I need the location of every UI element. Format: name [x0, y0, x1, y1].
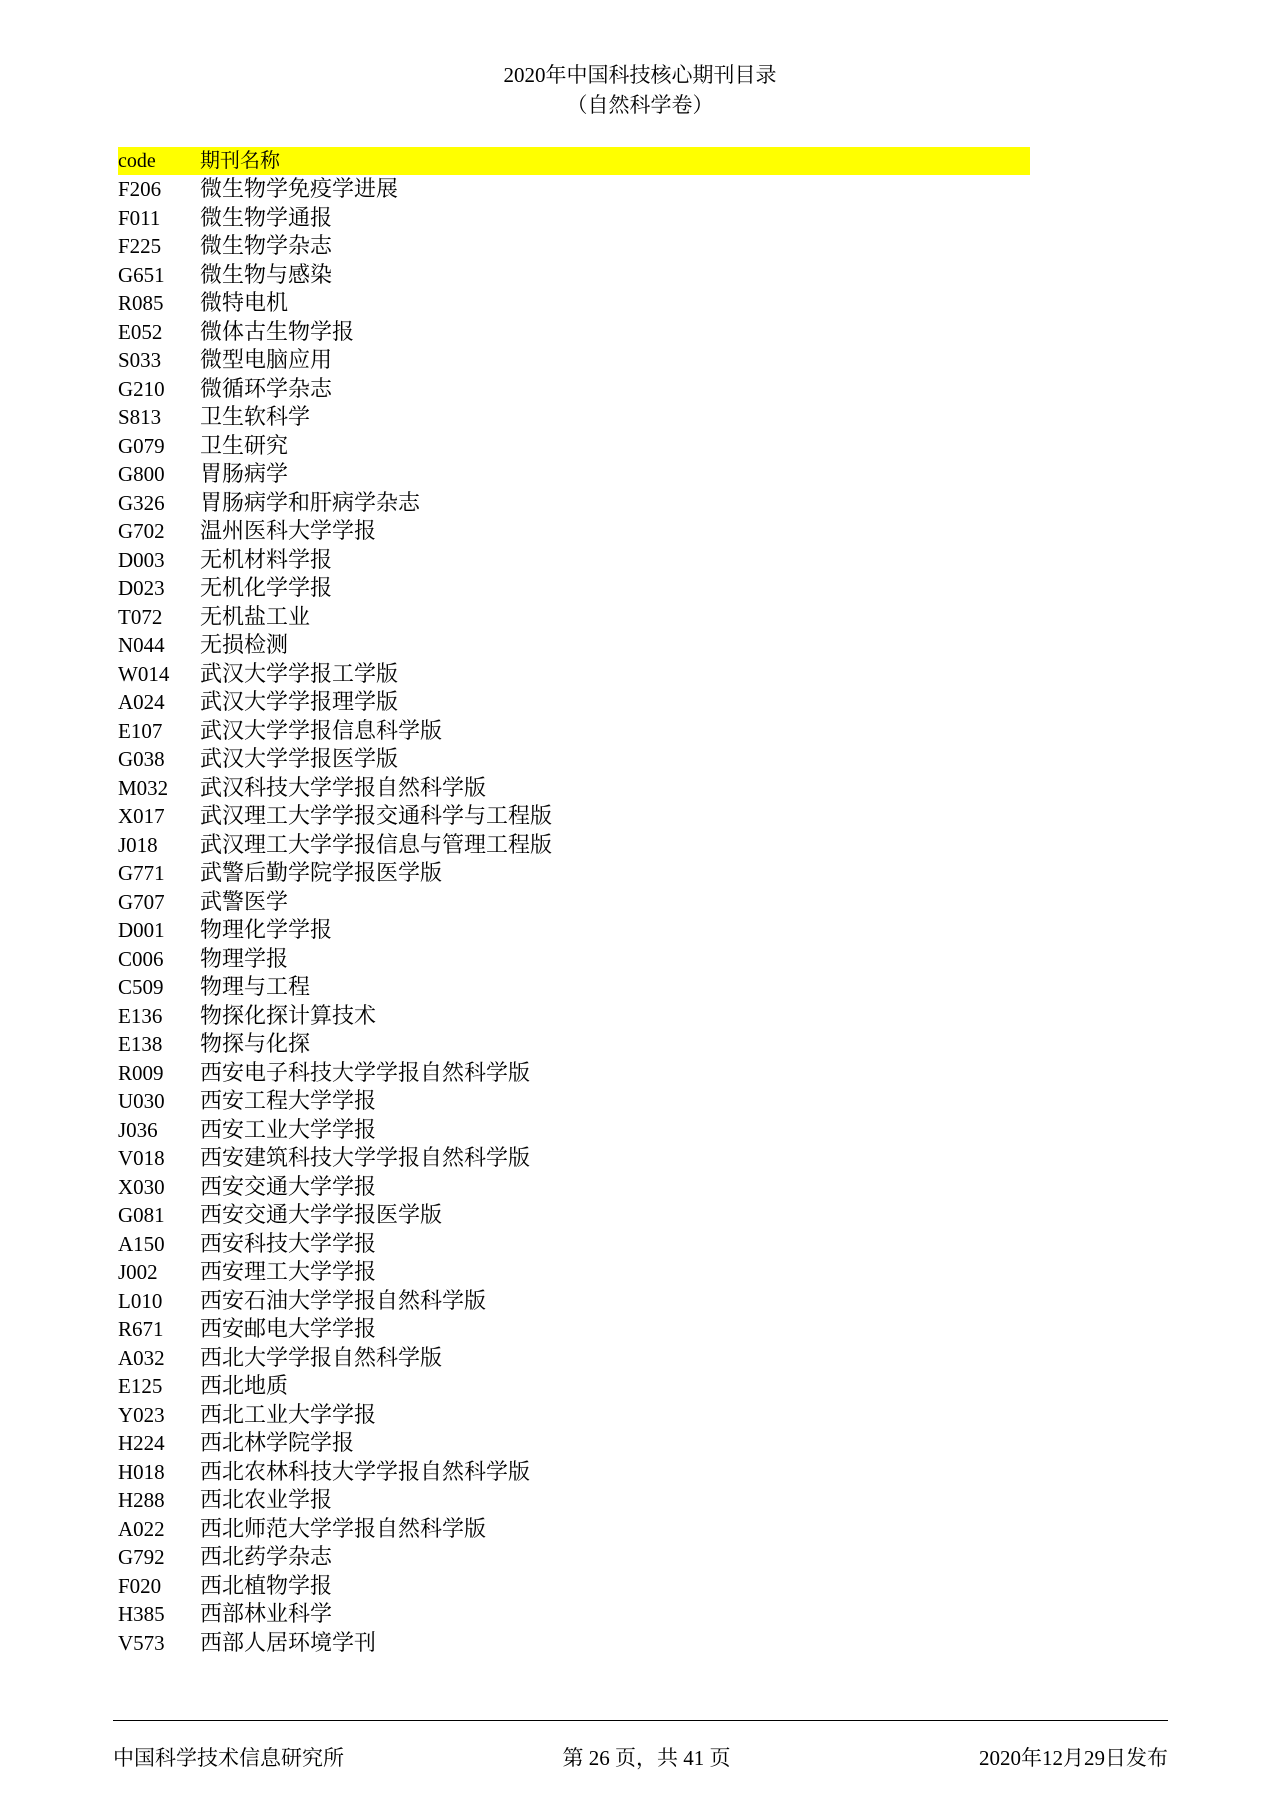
cell-code: J018 — [118, 832, 158, 857]
cell-journal-name: 胃肠病学和肝病学杂志 — [200, 489, 421, 515]
journal-table-container — [0, 147, 1280, 1657]
cell-journal-name: 西安交通大学学报 — [200, 1173, 377, 1199]
table-row — [118, 1429, 1030, 1458]
cell-journal-name: 西北药学杂志 — [200, 1544, 333, 1569]
table-row — [118, 774, 1030, 803]
cell-journal-name: 卫生软科学 — [200, 404, 311, 429]
cell-code: V573 — [118, 1630, 165, 1655]
cell-journal-name: 武汉科技大学学报自然科学版 — [200, 774, 487, 800]
cell-journal-name: 西安石油大学学报自然科学版 — [200, 1287, 487, 1313]
cell-journal-name: 西安建筑科技大学学报自然科学版 — [200, 1145, 531, 1170]
cell-journal-name: 微型电脑应用 — [200, 347, 333, 372]
cell-code: E125 — [118, 1374, 163, 1398]
cell-code: V018 — [118, 1146, 165, 1170]
table-row — [118, 403, 1030, 432]
table-row — [118, 688, 1030, 717]
cell-journal-name: 物探与化探 — [200, 1031, 311, 1056]
table-row — [118, 1144, 1030, 1173]
cell-code: W014 — [118, 661, 170, 686]
footer-content — [113, 1742, 1168, 1772]
table-header-row — [118, 147, 1030, 175]
cell-code: T072 — [118, 604, 163, 629]
cell-journal-name: 西北林学院学报 — [200, 1430, 355, 1455]
cell-journal-name: 温州医科大学学报 — [200, 518, 377, 543]
table-row — [118, 1030, 1030, 1059]
table-row — [118, 261, 1030, 290]
cell-journal-name: 西北植物学报 — [200, 1572, 333, 1598]
cell-journal-name: 武汉大学学报理学版 — [200, 689, 399, 714]
cell-journal-name: 无机化学学报 — [200, 575, 333, 600]
cell-journal-name: 武汉理工大学学报信息与管理工程版 — [200, 831, 553, 857]
cell-journal-name: 微生物学通报 — [200, 204, 333, 230]
journal-table — [118, 147, 1030, 1657]
cell-journal-name: 无机盐工业 — [200, 603, 311, 629]
table-row — [118, 1372, 1030, 1401]
table-row — [118, 660, 1030, 689]
table-row — [118, 859, 1030, 888]
table-row — [118, 945, 1030, 974]
table-row — [118, 375, 1030, 404]
table-body — [118, 175, 1030, 1657]
cell-journal-name: 西部人居环境学刊 — [200, 1629, 377, 1655]
cell-journal-name: 物理化学学报 — [200, 917, 333, 942]
footer-pagination: 第 26 页，共 41 页 — [562, 1746, 731, 1770]
cell-code: A032 — [118, 1345, 165, 1370]
cell-code: G771 — [118, 861, 165, 885]
table-row — [118, 204, 1030, 233]
table-row — [118, 1600, 1030, 1629]
cell-journal-name: 物探化探计算技术 — [200, 1002, 377, 1028]
table-row — [118, 1059, 1030, 1088]
cell-journal-name: 西北工业大学学报 — [200, 1401, 377, 1427]
cell-code: H018 — [118, 1459, 165, 1484]
table-row — [118, 517, 1030, 546]
column-header-code: code — [118, 147, 200, 175]
table-row — [118, 1486, 1030, 1515]
table-row — [118, 232, 1030, 261]
cell-code: X030 — [118, 1174, 165, 1199]
table-row — [118, 1087, 1030, 1116]
cell-code: F020 — [118, 1573, 162, 1598]
cell-code: N044 — [118, 633, 165, 657]
cell-code: D023 — [118, 576, 165, 600]
cell-code: G081 — [118, 1203, 165, 1227]
cell-code: G326 — [118, 490, 165, 515]
table-row — [118, 1173, 1030, 1202]
table-row — [118, 1287, 1030, 1316]
cell-code: G800 — [118, 462, 165, 486]
cell-journal-name: 无损检测 — [200, 632, 289, 657]
table-row — [118, 745, 1030, 774]
table-row — [118, 1572, 1030, 1601]
cell-journal-name: 微生物学免疫学进展 — [200, 176, 399, 201]
table-row — [118, 802, 1030, 831]
cell-code: A024 — [118, 690, 165, 714]
table-row — [118, 1201, 1030, 1230]
cell-journal-name: 西安理工大学学报 — [200, 1259, 377, 1284]
cell-code: S033 — [118, 348, 162, 372]
cell-code: R671 — [118, 1317, 164, 1341]
cell-code: C006 — [118, 946, 164, 971]
cell-journal-name: 微循环学杂志 — [200, 375, 333, 401]
cell-journal-name: 西安交通大学学报医学版 — [200, 1202, 443, 1227]
page-title — [0, 60, 1280, 120]
cell-code: G702 — [118, 519, 165, 543]
table-row — [118, 1458, 1030, 1487]
cell-code: D001 — [118, 918, 165, 942]
table-row — [118, 318, 1030, 347]
footer-publish-date: 2020年12月29日发布 — [979, 1746, 1168, 1770]
table-row — [118, 1315, 1030, 1344]
cell-journal-name: 西安科技大学学报 — [200, 1230, 377, 1256]
cell-code: G792 — [118, 1545, 165, 1569]
cell-code: Y023 — [118, 1402, 165, 1427]
cell-code: R009 — [118, 1060, 164, 1085]
cell-code: M032 — [118, 775, 169, 800]
cell-code: E136 — [118, 1003, 163, 1028]
page-title-line1: 2020年中国科技核心期刊目录 — [503, 63, 777, 87]
cell-code: F225 — [118, 234, 162, 258]
cell-journal-name: 西安工程大学学报 — [200, 1088, 377, 1113]
cell-journal-name: 武警后勤学院学报医学版 — [200, 860, 443, 885]
cell-journal-name: 物理学报 — [200, 945, 289, 971]
cell-code: R085 — [118, 291, 164, 315]
table-row — [118, 289, 1030, 318]
table-row — [118, 346, 1030, 375]
table-row — [118, 717, 1030, 746]
cell-journal-name: 微生物学杂志 — [200, 233, 333, 258]
cell-code: J036 — [118, 1117, 158, 1142]
cell-journal-name: 西北农林科技大学学报自然科学版 — [200, 1458, 531, 1484]
cell-journal-name: 武汉大学学报信息科学版 — [200, 717, 443, 743]
cell-journal-name: 微特电机 — [200, 290, 289, 315]
cell-journal-name: 卫生研究 — [200, 432, 289, 458]
cell-code: G707 — [118, 889, 165, 914]
table-row — [118, 1258, 1030, 1287]
cell-journal-name: 物理与工程 — [200, 974, 311, 999]
page-footer — [0, 1720, 1280, 1810]
cell-code: G038 — [118, 747, 165, 771]
cell-code: H288 — [118, 1488, 165, 1512]
table-row — [118, 1344, 1030, 1373]
footer-organization: 中国科学技术信息研究所 — [113, 1746, 344, 1770]
table-row — [118, 1230, 1030, 1259]
table-header — [118, 147, 1030, 175]
cell-journal-name: 武汉理工大学学报交通科学与工程版 — [200, 803, 553, 828]
table-row — [118, 831, 1030, 860]
table-row — [118, 1116, 1030, 1145]
cell-journal-name: 西北师范大学学报自然科学版 — [200, 1515, 487, 1541]
table-row — [118, 546, 1030, 575]
cell-code: G079 — [118, 433, 165, 458]
cell-journal-name: 武警医学 — [200, 888, 289, 914]
table-row — [118, 1515, 1030, 1544]
cell-journal-name: 西安工业大学学报 — [200, 1116, 377, 1142]
table-row — [118, 603, 1030, 632]
cell-code: E138 — [118, 1032, 163, 1056]
cell-code: J002 — [118, 1260, 158, 1284]
table-row — [118, 631, 1030, 660]
cell-code: U030 — [118, 1089, 165, 1113]
table-row — [118, 489, 1030, 518]
cell-journal-name: 武汉大学学报医学版 — [200, 746, 399, 771]
table-row — [118, 888, 1030, 917]
cell-code: E052 — [118, 319, 163, 344]
column-header-name: 期刊名称 — [200, 147, 1030, 175]
cell-journal-name: 武汉大学学报工学版 — [200, 660, 399, 686]
cell-code: X017 — [118, 804, 165, 828]
footer-divider — [113, 1720, 1168, 1721]
cell-code: C509 — [118, 975, 164, 999]
cell-code: A150 — [118, 1231, 165, 1256]
cell-journal-name: 微生物与感染 — [200, 261, 333, 287]
cell-journal-name: 西部林业科学 — [200, 1601, 333, 1626]
cell-code: H224 — [118, 1431, 165, 1455]
cell-code: F206 — [118, 177, 162, 201]
table-row — [118, 175, 1030, 204]
cell-code: F011 — [118, 205, 161, 230]
page-title-line2: （自然科学卷） — [566, 93, 714, 117]
cell-code: S813 — [118, 405, 162, 429]
cell-journal-name: 微体古生物学报 — [200, 318, 355, 344]
cell-journal-name: 西北地质 — [200, 1373, 289, 1398]
table-row — [118, 1401, 1030, 1430]
cell-journal-name: 西北大学学报自然科学版 — [200, 1344, 443, 1370]
cell-journal-name: 西北农业学报 — [200, 1487, 333, 1512]
table-row — [118, 973, 1030, 1002]
table-row — [118, 1002, 1030, 1031]
cell-journal-name: 无机材料学报 — [200, 546, 333, 572]
table-row — [118, 460, 1030, 489]
table-row — [118, 574, 1030, 603]
table-row — [118, 432, 1030, 461]
table-row — [118, 1629, 1030, 1658]
cell-code: H385 — [118, 1602, 165, 1626]
cell-code: G210 — [118, 376, 165, 401]
table-row — [118, 916, 1030, 945]
cell-journal-name: 西安电子科技大学学报自然科学版 — [200, 1059, 531, 1085]
cell-journal-name: 西安邮电大学学报 — [200, 1316, 377, 1341]
cell-code: G651 — [118, 262, 165, 287]
cell-code: D003 — [118, 547, 165, 572]
cell-code: L010 — [118, 1288, 163, 1313]
table-row — [118, 1543, 1030, 1572]
cell-code: A022 — [118, 1516, 165, 1541]
cell-code: E107 — [118, 718, 163, 743]
cell-journal-name: 胃肠病学 — [200, 461, 289, 486]
